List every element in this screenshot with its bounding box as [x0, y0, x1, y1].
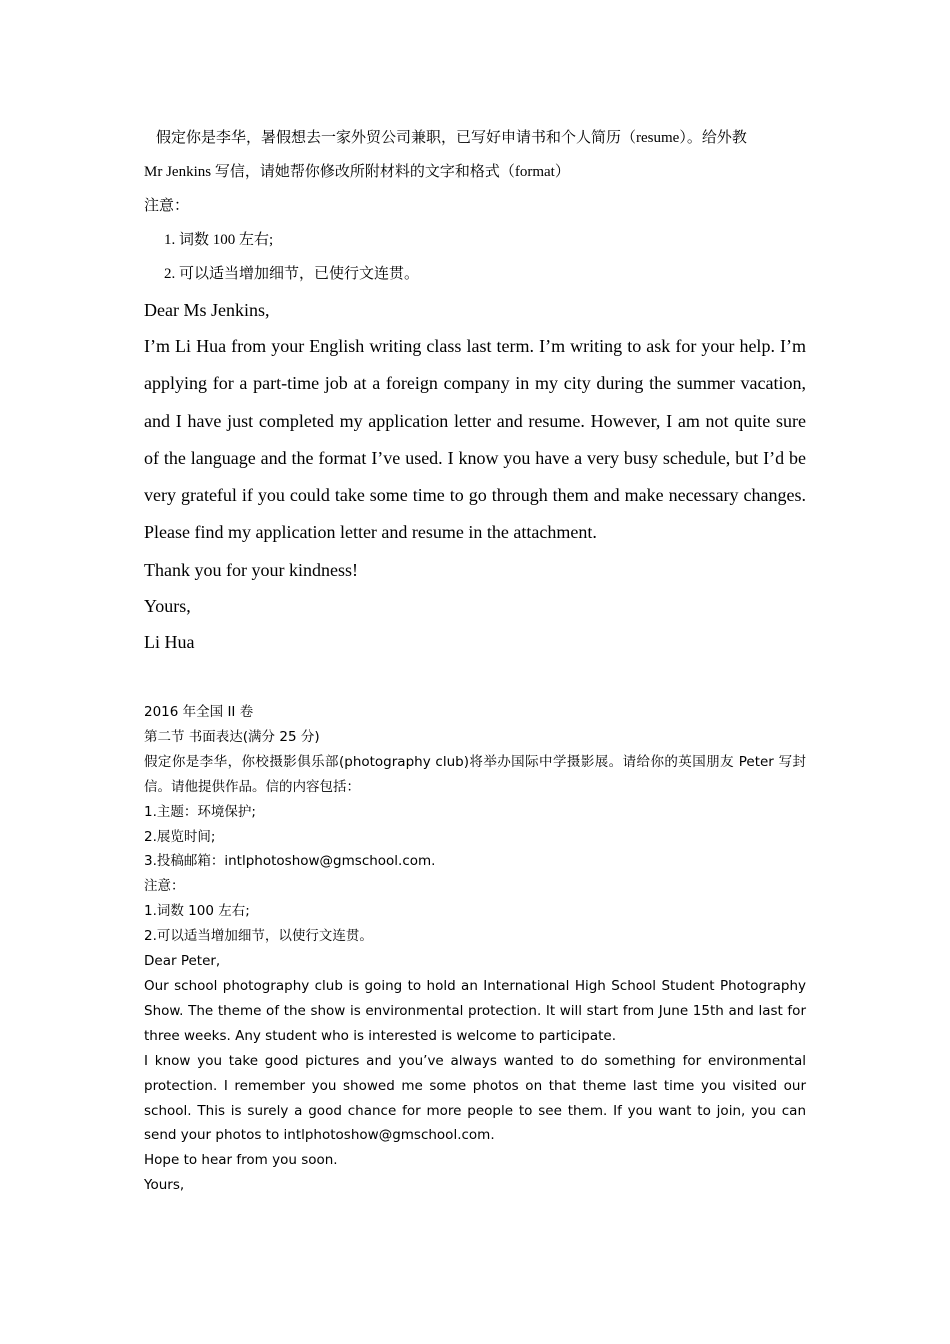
section-title: 第二节 书面表达(满分 25 分) [144, 728, 320, 745]
task-prompt-2015 [144, 121, 806, 291]
letter-closing-line: Hope to hear from you soon. [144, 1152, 338, 1169]
content-point: 1.主题：环境保护; [144, 803, 256, 820]
sample-letter-jenkins [144, 292, 806, 660]
note-item: 2. 可以适当增加细节，已使行文连贯。 [164, 266, 420, 282]
task-prompt: 假定你是李华，你校摄影俱乐部(photography club)将举办国际中学摄影展。请给你的英国朋友 Peter 写封信。请他提供作品。信的内容包括： [144, 753, 806, 795]
exam-title: 2016 年全国 II 卷 [144, 704, 254, 720]
note-item: 1. 词数 100 左右; [164, 232, 274, 248]
letter-closing: Yours, [144, 1177, 185, 1194]
prompt-line-1: 假定你是李华，暑假想去一家外贸公司兼职，已写好申请书和个人简历（resume）。给外教 [156, 130, 747, 146]
exam-section-2016 [144, 700, 806, 1198]
note-label: 注意： [144, 198, 190, 214]
letter-greeting: Dear Peter, [144, 953, 221, 970]
letter-body: I’m Li Hua from your English writing class last term. I’m writing to ask for your help. I’m applying for a part-time job at a foreign company in my city during the summer vacation, and I have just completed my application letter and resume. However, I am not quite sure of the language and the format I’ve used. I know you have a very busy schedule, but I’d be very grateful if you could take some time to go through them and make necessary changes. Please find my application letter and resume in the attachment. [144, 336, 806, 543]
letter-thanks: Thank you for your kindness! [144, 559, 358, 580]
prompt-line-2: Mr Jenkins 写信，请她帮你修改所附材料的文字和格式（format） [144, 164, 570, 180]
letter-closing: Yours, [144, 595, 191, 616]
letter-signature: Li Hua [144, 631, 195, 652]
letter-paragraph-1: Our school photography club is going to hold an International High School Student Photography Show. The theme of the show is environmental protection. It will start from June 15th and last for three weeks. Any student who is interested is welcome to participate. [144, 977, 806, 1044]
letter-paragraph-2: I know you take good pictures and you’ve always wanted to do something for environmental protection. I remember you showed me some photos on that theme last time you visited our school. This is surely a good chance for more people to see them. If you want to join, you can send your photos to intlphotoshow@gmschool.com. [144, 1052, 806, 1144]
note-label: 注意： [144, 878, 185, 895]
content-point: 3.投稿邮箱：intlphotoshow@gmschool.com. [144, 853, 436, 870]
content-point: 2.展览时间; [144, 828, 216, 845]
note-item: 2.可以适当增加细节，以使行文连贯。 [144, 928, 373, 945]
note-item: 1.词数 100 左右; [144, 903, 250, 920]
letter-greeting: Dear Ms Jenkins, [144, 300, 270, 320]
